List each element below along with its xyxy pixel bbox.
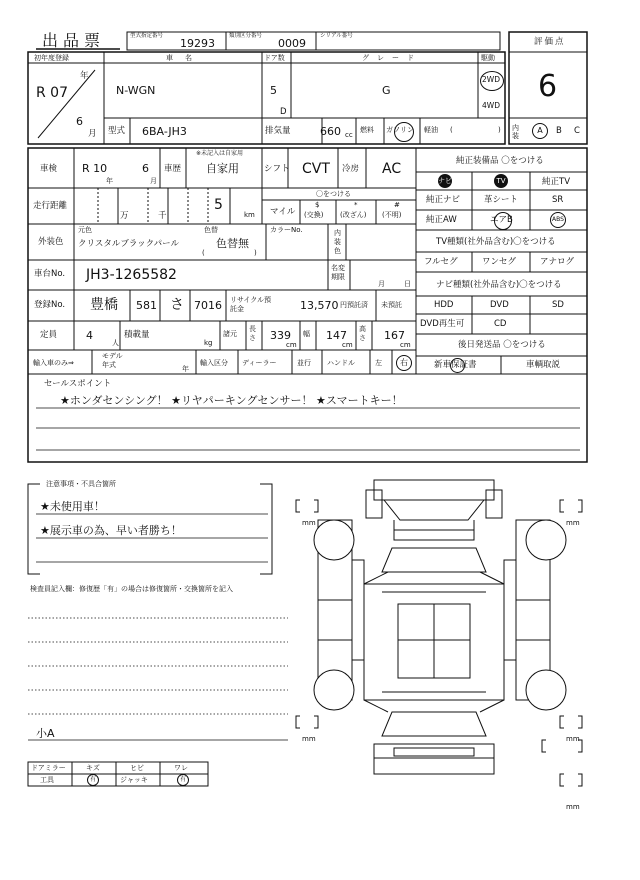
meter-note: 〇をつける bbox=[316, 190, 351, 198]
tv-analog[interactable]: アナログ bbox=[540, 257, 575, 267]
inspection-label: 車検 bbox=[40, 164, 58, 174]
notes-line-2: ★展示車の為、早い者勝ち！ bbox=[40, 524, 182, 537]
drive-4wd[interactable]: 4WD bbox=[482, 101, 500, 110]
fuel-label: 燃料 bbox=[360, 126, 374, 134]
fuel-paren-open: ( bbox=[450, 126, 453, 134]
shift-value: CVT bbox=[302, 161, 330, 177]
ac-label: 冷房 bbox=[342, 164, 360, 174]
width-label: 幅 bbox=[303, 330, 310, 338]
score-value: 6 bbox=[538, 69, 558, 104]
model-spec-label: 型式指定番号 bbox=[130, 33, 164, 39]
chassis-number: JH3-1265582 bbox=[86, 267, 177, 283]
equip-abs[interactable]: ABS bbox=[550, 212, 566, 228]
mm-label-rear-left: mm bbox=[302, 735, 316, 743]
exterior-color-label: 外装色 bbox=[38, 237, 64, 247]
serial-label: シリアル番号 bbox=[320, 33, 353, 39]
fuel-paren-close: ) bbox=[498, 126, 501, 134]
interior-grade-a[interactable]: A bbox=[532, 123, 548, 139]
fuel-gasoline[interactable]: ガソリン bbox=[386, 126, 414, 134]
grade: G bbox=[382, 84, 391, 97]
legend-break: ワレ bbox=[174, 764, 188, 772]
first-reg-label: 初年度登録 bbox=[34, 54, 69, 62]
equip-navi[interactable]: ナビ bbox=[438, 174, 452, 188]
tv-oneseg[interactable]: ワンセグ bbox=[482, 257, 517, 267]
meter-altered-symbol: * bbox=[354, 201, 358, 209]
mm-label-front-left: mm bbox=[302, 519, 316, 527]
inspector-note: 小A bbox=[36, 727, 55, 740]
nav-sd[interactable]: SD bbox=[552, 300, 564, 310]
color-change-value: 色替無 bbox=[216, 237, 249, 250]
mileage-label: 走行距離 bbox=[33, 201, 68, 211]
year-unit: 年 bbox=[80, 71, 89, 81]
type-label: 型式 bbox=[108, 126, 126, 136]
handle-left[interactable]: 左 bbox=[375, 359, 382, 367]
model-year-unit: 年 bbox=[182, 365, 189, 373]
width-unit: cm bbox=[342, 341, 353, 349]
interior-grade-c[interactable]: C bbox=[574, 126, 580, 136]
door-suffix: D bbox=[280, 107, 287, 117]
inspector-label: 検査員記入欄：修復歴「有」の場合は修復箇所・交換箇所を記入 bbox=[30, 585, 233, 593]
sales-point-label: セールスポイント bbox=[44, 379, 112, 389]
inspection-month: 6 bbox=[142, 162, 149, 175]
equip-tv[interactable]: TV bbox=[494, 174, 508, 188]
first-reg-year: R 07 bbox=[36, 85, 68, 101]
interior-grade-b[interactable]: B bbox=[556, 126, 562, 136]
grade-label: グレード bbox=[362, 54, 422, 62]
model-type: 6BA-JH3 bbox=[142, 125, 187, 138]
height-label: 高さ bbox=[359, 325, 366, 342]
title-expiry-day: 日 bbox=[404, 280, 411, 288]
capacity-value: 4 bbox=[86, 329, 93, 342]
first-reg-month: 6 bbox=[76, 115, 83, 128]
displacement-label: 排気量 bbox=[265, 126, 291, 136]
meter-mile[interactable]: マイル bbox=[270, 207, 296, 217]
equip-leather-seat[interactable]: 革シート bbox=[484, 195, 519, 205]
nav-dvd[interactable]: DVD bbox=[490, 300, 509, 310]
load-label: 積載量 bbox=[124, 330, 150, 340]
legend-tools: 工具 bbox=[40, 776, 54, 784]
inspection-value: R 10 bbox=[82, 162, 108, 175]
color-paren-open: ( bbox=[202, 249, 205, 257]
equip-airbag[interactable]: エアB bbox=[490, 215, 513, 225]
registration-number: 7016 bbox=[194, 299, 222, 312]
title-expiry-label: 名変期限 bbox=[331, 264, 345, 281]
recycle-unit[interactable]: 円預託済 bbox=[340, 301, 368, 309]
handle-right[interactable]: 右 bbox=[396, 355, 412, 371]
legend-jack: ジャッキ bbox=[120, 776, 148, 784]
recycle-label: リサイクル預託金 bbox=[230, 296, 272, 313]
capacity-unit: 人 bbox=[112, 339, 119, 347]
legend-jack-value: 有 bbox=[177, 774, 189, 786]
inspection-month-unit: 月 bbox=[150, 177, 157, 185]
new-car-warranty[interactable]: 新車保証書 bbox=[434, 360, 477, 370]
model-spec-number: 19293 bbox=[180, 37, 215, 50]
height-value: 167 bbox=[384, 329, 405, 342]
mm-label-bottom: mm bbox=[566, 803, 580, 811]
tv-fullseg[interactable]: フルセグ bbox=[424, 257, 458, 267]
km-unit: km bbox=[244, 211, 255, 219]
length-unit: cm bbox=[286, 341, 297, 349]
equip-genuine-navi[interactable]: 純正ナビ bbox=[426, 195, 461, 205]
interior-color-label: 内装色 bbox=[334, 229, 341, 255]
nav-hdd[interactable]: HDD bbox=[434, 300, 454, 310]
month-unit: 月 bbox=[88, 129, 97, 139]
mm-label-front-right: mm bbox=[566, 519, 580, 527]
history-note: ※未記入は自家用 bbox=[196, 150, 244, 157]
car-name-label: 車名 bbox=[166, 54, 204, 62]
mm-label-rear-right: mm bbox=[566, 735, 580, 743]
import-type-label: 輸入区分 bbox=[200, 359, 228, 367]
load-unit: kg bbox=[204, 339, 213, 347]
import-only-label: 輸入車のみ⇒ bbox=[33, 359, 74, 367]
mileage-value: 5 bbox=[214, 197, 223, 213]
score-label: 評価点 bbox=[534, 37, 566, 47]
height-unit: cm bbox=[400, 341, 411, 349]
drive-2wd[interactable]: 2WD bbox=[482, 75, 500, 84]
capacity-label: 定員 bbox=[40, 330, 58, 340]
color-change-label: 色替 bbox=[204, 226, 218, 234]
category-number: 0009 bbox=[278, 37, 306, 50]
form-title: 出品票 bbox=[42, 31, 106, 50]
registration-area: 豊橋 bbox=[90, 297, 118, 313]
registration-label: 登録No. bbox=[34, 300, 66, 310]
shift-label: シフト bbox=[264, 164, 290, 174]
width-value: 147 bbox=[326, 329, 347, 342]
length-label: 長さ bbox=[249, 325, 256, 342]
sales-point-text: ★ホンダセンシング！ ★リヤパーキングセンサー！ ★スマートキー！ bbox=[60, 394, 403, 407]
nav-type-title: ナビ種類(社外品含む)〇をつける bbox=[436, 280, 562, 290]
model-year-label: モデル年式 bbox=[102, 352, 123, 369]
meter-exchange-symbol: $ bbox=[315, 201, 320, 209]
drive-label: 駆動 bbox=[481, 54, 495, 62]
legend-door-mirror: ドアミラー bbox=[31, 764, 66, 772]
handle-label: ハンドル bbox=[327, 359, 355, 367]
ac-value: AC bbox=[382, 161, 402, 177]
dimensions-label: 諸元 bbox=[223, 330, 237, 338]
car-name: N-WGN bbox=[116, 84, 156, 97]
fuel-diesel[interactable]: 軽油 bbox=[424, 126, 438, 134]
equip-genuine-tv[interactable]: 純正TV bbox=[542, 177, 571, 187]
category-label: 類別区分番号 bbox=[229, 33, 263, 39]
recycle-unpaid[interactable]: 未預託 bbox=[381, 301, 402, 309]
meter-unknown-symbol: # bbox=[394, 201, 400, 209]
doors-label: ドア数 bbox=[264, 54, 285, 62]
exterior-color-value: クリスタルブラックパール bbox=[78, 239, 179, 249]
legend-crack: ヒビ bbox=[130, 764, 144, 772]
color-no-label: カラーNo. bbox=[270, 226, 303, 234]
recycle-amount: 13,570 bbox=[300, 299, 339, 312]
legend-tools-value: 有 bbox=[87, 774, 99, 786]
registration-kana: さ bbox=[170, 297, 184, 313]
notes-label: 注意事項・不具合箇所 bbox=[46, 480, 116, 488]
displacement: 660 bbox=[320, 125, 341, 138]
mileage-sen-unit: 千 bbox=[158, 211, 167, 221]
equip-sunroof[interactable]: SR bbox=[552, 195, 564, 205]
registration-class: 581 bbox=[136, 299, 157, 312]
history-label: 車歴 bbox=[164, 164, 182, 174]
import-dealer[interactable]: ディーラー bbox=[242, 359, 277, 367]
color-paren-close: ) bbox=[254, 249, 257, 257]
tv-type-title: TV種類(社外品含む)〇をつける bbox=[436, 237, 556, 247]
vehicle-manual[interactable]: 車輌取説 bbox=[526, 360, 561, 370]
door-count: 5 bbox=[270, 84, 277, 97]
legend-scratch: キズ bbox=[86, 764, 100, 772]
title-expiry-month: 月 bbox=[378, 280, 385, 288]
chassis-label: 車台No. bbox=[34, 269, 66, 279]
cc-unit: cc bbox=[345, 131, 353, 139]
equipment-title: 純正装備品 〇をつける bbox=[456, 156, 544, 166]
original-color-label: 元色 bbox=[78, 226, 92, 234]
vehicle-history: 自家用 bbox=[206, 162, 239, 175]
inspection-year-unit: 年 bbox=[106, 177, 113, 185]
equip-genuine-aw[interactable]: 純正AW bbox=[426, 215, 457, 225]
length-value: 339 bbox=[270, 329, 291, 342]
notes-line-1: ★未使用車！ bbox=[40, 500, 105, 513]
import-parallel[interactable]: 並行 bbox=[297, 359, 311, 367]
nav-cd[interactable]: CD bbox=[494, 319, 507, 329]
meter-altered[interactable]: (改ざん) bbox=[340, 211, 367, 219]
interior-label: 内装 bbox=[512, 124, 519, 140]
nav-dvd-play[interactable]: DVD再生可 bbox=[420, 319, 465, 329]
meter-exchange[interactable]: (交換) bbox=[304, 211, 324, 219]
meter-unknown[interactable]: (不明) bbox=[382, 211, 402, 219]
mileage-man-unit: 万 bbox=[120, 211, 129, 221]
later-shipment-title: 後日発送品 〇をつける bbox=[458, 340, 546, 350]
